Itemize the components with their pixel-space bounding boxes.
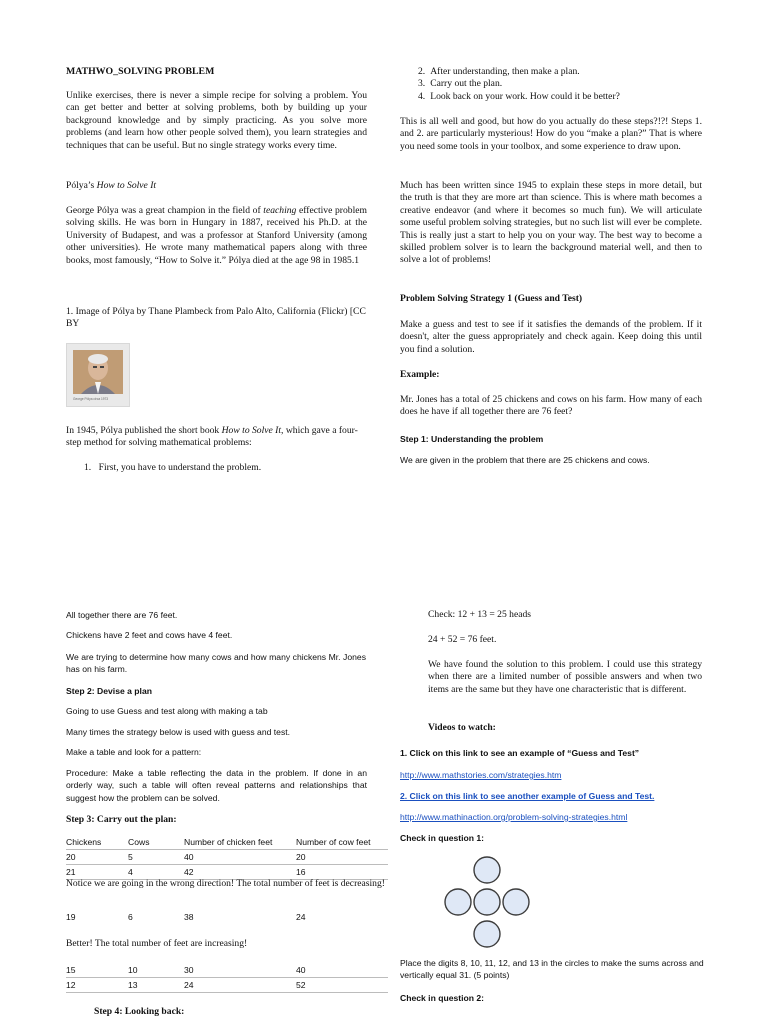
step-text: After understanding, then make a plan. <box>430 66 580 77</box>
feet-per-animal-line: Chickens have 2 feet and cows have 4 feet. <box>66 630 233 640</box>
wrong-direction-note: Notice we are going in the wrong direction! The total number of feet is decreasing! <box>66 878 385 889</box>
video-link-2-label[interactable]: 2. Click on this link to see another example of Guess and Test. <box>400 791 655 801</box>
table-header-cell: Number of chicken feet <box>184 837 273 847</box>
example-heading: Example: <box>400 369 440 380</box>
table-cell: 12 <box>66 980 76 990</box>
puzzle-circle-center[interactable] <box>474 889 500 915</box>
table-cell: 21 <box>66 867 76 877</box>
table-cell: 10 <box>128 965 138 975</box>
table-cell: 30 <box>184 965 194 975</box>
table-cell: 6 <box>128 912 133 922</box>
step-number: 3. <box>418 78 426 90</box>
step3-heading: Step 3: Carry out the plan: <box>66 814 177 825</box>
step-list-item-2 <box>418 66 708 78</box>
step1-body: We are given in the problem that there are 25 chickens and cows. <box>400 455 650 465</box>
table-cell: 38 <box>184 912 194 922</box>
table-cell: 24 <box>184 980 194 990</box>
table-cell: 16 <box>296 867 306 877</box>
video-link-2[interactable]: http://www.mathinaction.org/problem-solving-strategies.html <box>400 812 628 822</box>
table-cell: 4 <box>128 867 133 877</box>
polya-heading-prefix: Pólya’s <box>66 180 97 191</box>
step-number: 1. <box>84 462 92 473</box>
table-cell: 42 <box>184 867 194 877</box>
many-times-line: Many times the strategy below is used with guess and test. <box>66 727 291 737</box>
step-number: 2. <box>418 66 426 77</box>
table-row <box>66 963 388 978</box>
example-paragraph: Mr. Jones has a total of 25 chickens and cows on his farm. How many of each does he have if all together there are 76 feet? <box>400 394 702 418</box>
guess-table-c <box>66 963 388 993</box>
circle-puzzle-diagram <box>440 854 534 952</box>
table-cell: 20 <box>296 852 306 862</box>
table-cell: 19 <box>66 912 76 922</box>
step1-heading: Step 1: Understanding the problem <box>400 434 544 444</box>
check-in-question-2: Check in question 2: <box>400 993 485 1003</box>
puzzle-circle-top[interactable] <box>474 857 500 883</box>
table-header-cell: Number of cow feet <box>296 837 371 847</box>
step-text: First, you have to understand the problem. <box>98 462 262 473</box>
polya-heading <box>66 180 367 192</box>
polya-heading-book-title: How to Solve It <box>96 180 157 191</box>
step4-heading: Step 4: Looking back: <box>94 1006 185 1017</box>
document-title: MATHWO_SOLVING PROBLEM <box>66 66 215 77</box>
step-text: Carry out the plan. <box>430 78 503 90</box>
feet-total-line: All together there are 76 feet. <box>66 610 178 620</box>
puzzle-circle-right[interactable] <box>503 889 529 915</box>
intro-paragraph: Unlike exercises, there is never a simple recipe for solving a problem. You can get better and better at solving problems, both by building up your background knowledge and by simply practicing. As you solve more problems (and learn how other people solved them), you learn strategies and techniques that can be useful. But no single strategy works every time. <box>66 90 367 151</box>
table-cell: 24 <box>296 912 306 922</box>
bio-post: effective problem solving skills. He was born in Hungary in 1887, received his Ph.D. at the University of Budapest, and was a professor at Stanford University (among other universities). He wrote many mathematical papers along with three books, most famously, “How to Solve it.” Pólya died at the age 98 in 1985.1 <box>66 205 367 266</box>
table-header-cell: Cows <box>128 837 150 847</box>
table-cell: 40 <box>296 965 306 975</box>
photo-caption: George Pólya circa 1973 <box>73 397 109 401</box>
video-link-1[interactable]: http://www.mathstories.com/strategies.htm <box>400 770 562 780</box>
strategy-paragraph: Make a guess and test to see if it satisfies the demands of the problem. If it doesn't, alter the guess appropriately and check again. Keep doing this until you find a solution. <box>400 319 702 355</box>
table-cell: 13 <box>128 980 138 990</box>
table-header-row <box>66 835 388 850</box>
polya-bio-paragraph <box>66 205 367 267</box>
check-heads-line: Check: 12 + 13 = 25 heads <box>428 609 532 620</box>
guess-test-line: Going to use Guess and test along with making a tab <box>66 706 268 716</box>
better-note: Better! The total number of feet are increasing! <box>66 938 248 949</box>
procedure-paragraph: Procedure: Make a table reflecting the data in the problem. If done in an orderly way, such a table will often reveal patterns and relationships that suggest how the problem can be solved. <box>66 768 367 803</box>
image-footnote: 1. Image of Pólya by Thane Plambeck from Palo Alto, California (Flickr) [CC BY <box>66 306 366 330</box>
table-cell: 20 <box>66 852 76 862</box>
videos-heading: Videos to watch: <box>428 722 496 733</box>
puzzle-circle-bottom[interactable] <box>474 921 500 947</box>
found-solution-paragraph: We have found the solution to this problem. I could use this strategy when there are a limited number of possible answers and when two items are the same but they have one characteristic that is different. <box>428 659 702 695</box>
published-paragraph <box>66 425 367 450</box>
table-cell: 40 <box>184 852 194 862</box>
determine-line: We are trying to determine how many cows and how many chickens Mr. Jones has on his farm. <box>66 652 366 675</box>
make-table-line: Make a table and look for a pattern: <box>66 747 202 757</box>
much-written-paragraph: Much has been written since 1945 to explain these steps in more detail, but the truth is that they are more art than science. This is where math becomes a creative endeavor (and where it becomes so much fun). We will articulate some useful problem solving strategies, but no such list will ever be complete. This is really just a start to help you on your way. The best way to become a skilled problem solver is to learn the background material well, and then to solve a lot of problems! <box>400 180 702 266</box>
published-book-title: How to Solve It <box>221 425 282 436</box>
bio-pre: George Pólya was a great champion in the field of <box>66 205 264 216</box>
video-link-1-label: 1. Click on this link to see an example of “Guess and Test” <box>400 748 640 758</box>
strategy-heading: Problem Solving Strategy 1 (Guess and Test) <box>400 293 583 304</box>
step-text: Look back on your work. How could it be better? <box>430 90 620 102</box>
table-cell: 15 <box>66 965 76 975</box>
table-header-cell: Chickens <box>66 837 102 847</box>
table-cell: 52 <box>296 980 306 990</box>
puzzle-circle-left[interactable] <box>445 889 471 915</box>
table-row <box>66 910 388 924</box>
polya-photo <box>66 343 130 407</box>
guess-table-b <box>66 910 388 924</box>
bio-teaching: teaching <box>263 205 297 216</box>
check-feet-line: 24 + 52 = 76 feet. <box>428 634 497 645</box>
step-list-item-4 <box>418 91 708 103</box>
all-well-paragraph: This is all well and good, but how do you actually do these steps?!?! Steps 1. and 2. are particularly mysterious! How do you “make a plan?” That is where you need some tools in your toolbox, and some experience to draw upon. <box>400 116 702 152</box>
guess-table-a <box>66 835 388 880</box>
published-pre: In 1945, Pólya published the short book <box>66 425 222 436</box>
step-list-item-1 <box>84 462 364 474</box>
step-list-item-3 <box>418 78 708 90</box>
table-row <box>66 978 388 993</box>
step2-heading: Step 2: Devise a plan <box>66 686 152 696</box>
step-list-continued <box>418 66 708 103</box>
table-row <box>66 850 388 865</box>
published-post: , which gave a four-step method for solving mathematical problems: <box>66 425 358 449</box>
check-in-question-1: Check in question 1: <box>400 833 485 843</box>
circle-puzzle-instructions: Place the digits 8, 10, 11, 12, and 13 in the circles to make the sums across and vertically equal 31. (5 points) <box>400 958 704 981</box>
step-number: 4. <box>418 90 426 102</box>
table-cell: 5 <box>128 852 133 862</box>
